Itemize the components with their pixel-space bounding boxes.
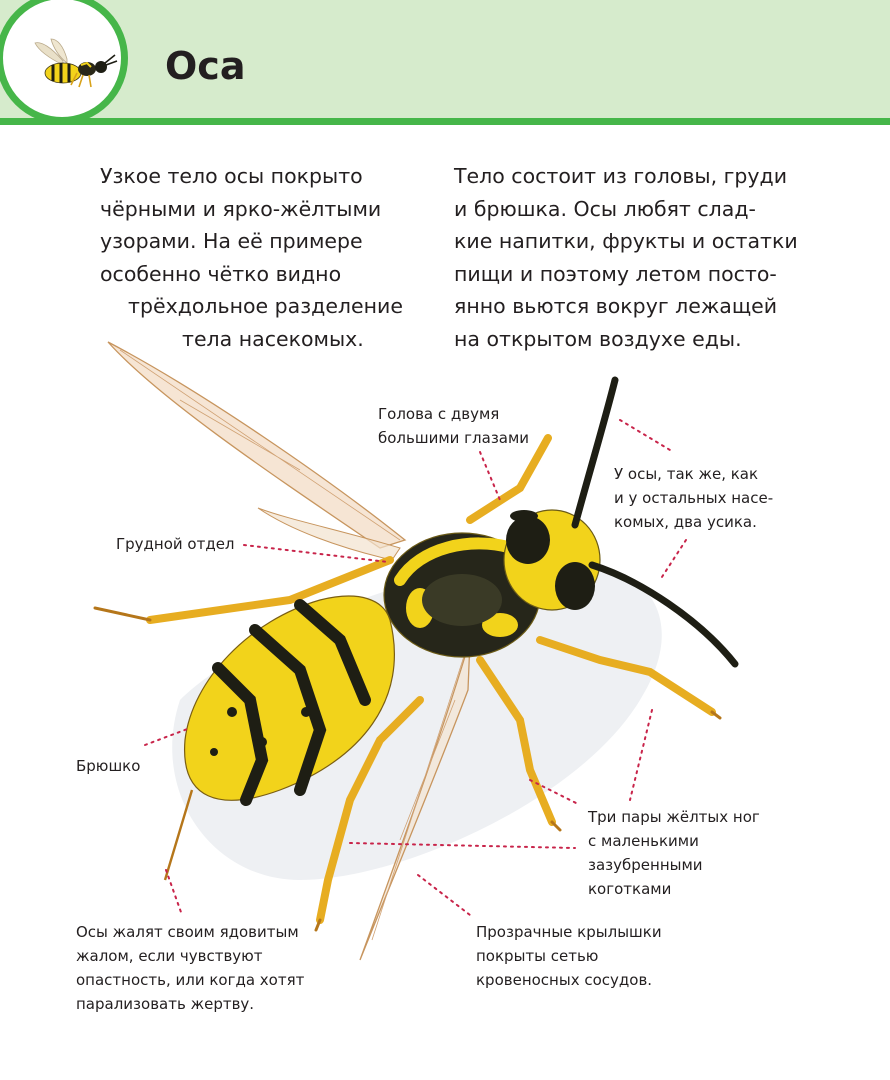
intro-left-line: чёрными и ярко-жёлтыми bbox=[100, 196, 382, 221]
label-legs-line: Три пары жёлтых ног bbox=[588, 808, 760, 826]
intro-right-line: Тело состоит из головы, груди bbox=[454, 164, 788, 188]
label-sting-line: жалом, если чувствуют bbox=[76, 947, 263, 965]
page-title: Оса bbox=[165, 44, 246, 88]
label-wings-line: кровеносных сосудов. bbox=[476, 971, 653, 989]
label-abdomen-line: Брюшко bbox=[76, 757, 141, 775]
label-thorax-line: Грудной отдел bbox=[116, 535, 235, 553]
label-wings bbox=[476, 920, 662, 992]
wasp-sting bbox=[165, 790, 192, 880]
intro-right-line: янно вьются вокруг лежащей bbox=[454, 294, 778, 318]
intro-right-line: пищи и поэтому летом посто- bbox=[454, 261, 777, 286]
label-antennae-line: и у остальных насе- bbox=[614, 489, 774, 507]
intro-left-line: трёхдольное разделение bbox=[128, 294, 403, 318]
label-legs-line: с маленькими bbox=[588, 832, 699, 850]
label-head bbox=[378, 402, 529, 450]
label-head-line: большими глазами bbox=[378, 429, 530, 447]
label-antennae-line: комых, два усика. bbox=[614, 513, 757, 531]
label-antennae-line: У осы, так же, как bbox=[614, 465, 759, 483]
label-wings-line: покрыты сетью bbox=[476, 947, 599, 965]
intro-right-line: и брюшка. Осы любят слад- bbox=[454, 196, 756, 221]
label-wings-line: Прозрачные крылышки bbox=[476, 923, 662, 941]
wasp-icon bbox=[33, 37, 119, 93]
label-sting-line: Осы жалят своим ядовитым bbox=[76, 923, 299, 941]
intro-left-line: особенно чётко видно bbox=[100, 261, 342, 286]
label-legs bbox=[588, 805, 760, 901]
intro-left bbox=[100, 160, 403, 355]
intro-right-line: на открытом воздухе еды. bbox=[454, 326, 742, 351]
label-abdomen bbox=[76, 754, 140, 778]
intro-right bbox=[454, 160, 798, 355]
label-legs-line: коготками bbox=[588, 880, 672, 898]
label-sting-line: опастность, или когда хотят bbox=[76, 971, 305, 989]
label-sting bbox=[76, 920, 304, 1016]
intro-left-line: Узкое тело осы покрыто bbox=[100, 164, 363, 188]
intro-left-line: узорами. На её примере bbox=[100, 229, 363, 253]
label-head-line: Голова с двумя bbox=[378, 405, 500, 423]
label-legs-line: зазубренными bbox=[588, 856, 703, 874]
intro-left-line: тела насекомых. bbox=[182, 326, 364, 351]
label-thorax bbox=[116, 532, 235, 556]
label-sting-line: парализовать жертву. bbox=[76, 995, 255, 1013]
wasp-head bbox=[504, 510, 600, 610]
intro-right-line: кие напитки, фрукты и остатки bbox=[454, 229, 798, 253]
label-antennae bbox=[614, 462, 773, 534]
